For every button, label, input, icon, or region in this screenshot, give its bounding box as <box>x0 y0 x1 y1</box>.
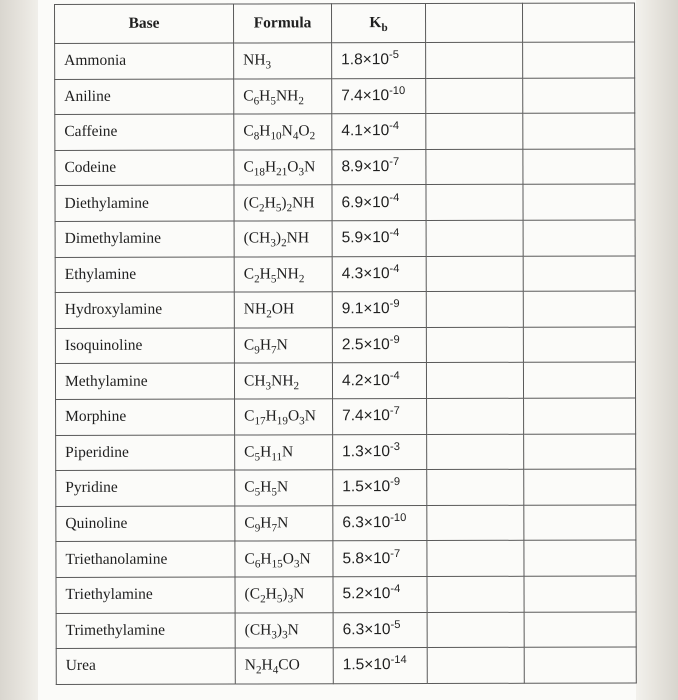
formula-text: ) <box>282 585 288 603</box>
empty-cell <box>426 256 523 292</box>
kb-exponent: -4 <box>389 120 400 133</box>
header-base: Base <box>55 4 234 43</box>
base-name-cell: Diethylamine <box>55 185 234 221</box>
empty-cell <box>523 327 635 363</box>
formula-subscript: 2 <box>298 95 304 108</box>
empty-cell <box>523 113 635 149</box>
kb-mantissa: 7.4×10 <box>341 87 390 105</box>
empty-cell <box>523 149 635 185</box>
empty-cell <box>524 434 636 470</box>
formula-subscript: 5 <box>275 201 282 214</box>
formula-text: C <box>243 336 255 354</box>
base-name-cell: Morphine <box>56 399 235 435</box>
formula-text: H <box>264 158 277 176</box>
header-empty-1 <box>426 3 523 42</box>
table-row <box>56 469 636 506</box>
formula-cell <box>235 612 333 648</box>
formula-subscript: 2 <box>255 664 262 677</box>
table-row <box>55 113 635 150</box>
base-name-cell: Caffeine <box>55 114 234 150</box>
header-empty-2 <box>522 3 634 42</box>
formula-text: NH <box>292 193 315 212</box>
kb-value-cell <box>333 576 427 612</box>
table-row <box>56 576 636 613</box>
kb-mantissa: 6.9×10 <box>341 193 390 211</box>
formula-cell <box>235 399 333 435</box>
base-name-cell: Dimethylamine <box>55 221 234 257</box>
formula-subscript: 15 <box>271 557 283 570</box>
kb-mantissa: 7.4×10 <box>342 407 390 425</box>
empty-cell <box>426 363 523 399</box>
formula-text: H <box>264 194 276 212</box>
empty-cell <box>524 611 636 647</box>
table-row <box>55 184 635 221</box>
base-name-cell: Hydroxylamine <box>55 292 234 328</box>
formula-subscript: 3 <box>299 415 305 428</box>
formula-text: OH <box>271 300 295 318</box>
table-row <box>55 149 635 186</box>
empty-cell <box>524 576 636 612</box>
kb-value-cell <box>333 612 427 648</box>
kb-exponent: -7 <box>389 405 400 418</box>
formula-cell <box>234 43 332 79</box>
formula-subscript: 4 <box>272 664 279 677</box>
kb-mantissa: 5.8×10 <box>342 549 391 567</box>
formula-text: H <box>265 585 277 603</box>
empty-cell <box>524 540 636 576</box>
empty-cell <box>427 541 524 577</box>
formula-subscript: 3 <box>270 237 276 250</box>
formula-subscript: 2 <box>298 273 305 286</box>
formula-text: ) <box>276 621 283 639</box>
empty-cell <box>426 78 523 114</box>
kb-value-cell <box>332 363 426 399</box>
formula-text: H <box>259 122 271 140</box>
formula-subscript: 8 <box>253 130 260 143</box>
base-name-cell: Quinoline <box>56 506 235 542</box>
kb-mantissa: 4.2×10 <box>341 371 390 389</box>
table-row <box>56 434 636 471</box>
kb-value-cell <box>333 648 427 684</box>
kb-value-cell <box>333 398 427 434</box>
formula-cell <box>235 577 333 613</box>
table-row <box>55 78 635 115</box>
empty-cell <box>427 612 524 648</box>
kb-exponent: -4 <box>389 262 400 275</box>
kb-mantissa: 9.1×10 <box>341 300 390 318</box>
formula-text: H <box>265 407 277 425</box>
empty-cell <box>426 185 523 221</box>
kb-exponent: -14 <box>390 654 407 667</box>
header-row <box>55 3 635 44</box>
formula-text: NH <box>271 372 294 390</box>
empty-cell <box>427 647 524 683</box>
formula-text: N <box>244 656 256 674</box>
formula-text: C <box>244 514 255 532</box>
empty-cell <box>426 113 523 149</box>
kb-value-cell <box>333 434 427 470</box>
kb-value-cell <box>333 470 427 506</box>
kb-exponent: -10 <box>389 84 406 97</box>
empty-cell <box>524 505 636 541</box>
table-row <box>56 647 636 684</box>
formula-text: N <box>276 478 289 496</box>
kb-exponent: -5 <box>390 618 401 631</box>
kb-mantissa: 2.5×10 <box>341 336 390 354</box>
empty-cell <box>523 220 635 256</box>
formula-text: C <box>244 550 255 568</box>
formula-text: N <box>281 122 293 140</box>
formula-subscript: 5 <box>270 95 276 108</box>
formula-cell <box>234 328 332 364</box>
formula-subscript: 18 <box>253 166 265 179</box>
formula-cell <box>234 363 332 399</box>
kb-value-cell <box>332 149 426 185</box>
table-body <box>55 42 637 684</box>
formula-cell <box>234 114 332 150</box>
base-name-cell: Trimethylamine <box>56 613 235 649</box>
formula-subscript: 3 <box>293 557 300 570</box>
base-name-cell: Ammonia <box>55 43 234 79</box>
formula-subscript: 2 <box>254 273 260 286</box>
kb-exponent: -10 <box>390 511 407 525</box>
formula-subscript: 5 <box>271 486 277 499</box>
base-name-cell: Codeine <box>55 150 234 186</box>
kb-exponent: -4 <box>389 227 400 240</box>
formula-text: H <box>259 265 271 283</box>
formula-text: (CH <box>244 621 272 639</box>
formula-text: (C <box>244 585 261 603</box>
base-name-cell: Triethanolamine <box>56 541 235 577</box>
formula-text: C <box>244 443 255 461</box>
formula-subscript: 7 <box>271 344 277 357</box>
formula-subscript: 4 <box>292 130 299 143</box>
formula-text: NH <box>243 51 266 69</box>
formula-text: CH <box>243 372 266 390</box>
formula-subscript: 9 <box>254 344 260 357</box>
formula-cell <box>234 221 332 257</box>
header-kb <box>332 4 426 43</box>
formula-subscript: 3 <box>298 166 305 179</box>
formula-cell <box>234 292 332 328</box>
formula-text: C <box>243 87 254 105</box>
kb-mantissa: 5.2×10 <box>342 585 391 603</box>
table-row <box>55 327 635 364</box>
formula-text: (CH <box>243 229 271 247</box>
table-row <box>55 220 635 257</box>
base-name-cell: Pyridine <box>56 470 235 506</box>
kb-value-cell <box>333 505 427 541</box>
empty-cell <box>427 469 524 505</box>
header-formula: Formula <box>234 4 332 43</box>
kb-mantissa: 1.8×10 <box>341 51 390 69</box>
formula-subscript: 5 <box>270 273 277 286</box>
formula-text: H <box>259 87 271 105</box>
kb-exponent: -3 <box>389 440 400 453</box>
empty-cell <box>427 505 524 541</box>
formula-subscript: 3 <box>265 379 272 392</box>
formula-text: N <box>304 158 316 176</box>
kb-value-cell <box>332 292 426 328</box>
kb-exponent: -4 <box>389 369 400 382</box>
formula-subscript: 3 <box>287 593 294 606</box>
formula-text: NH <box>275 87 299 105</box>
kb-value-cell <box>332 185 426 221</box>
formula-subscript: 2 <box>293 379 300 392</box>
formula-subscript: 2 <box>286 201 293 214</box>
formula-cell <box>234 256 332 292</box>
empty-cell <box>523 42 635 78</box>
formula-subscript: 5 <box>254 451 261 464</box>
base-name-cell: Aniline <box>55 79 234 115</box>
base-name-cell: Ethylamine <box>55 257 234 293</box>
formula-text: NH <box>286 229 310 247</box>
formula-text: N <box>287 621 299 639</box>
kb-exponent: -5 <box>388 49 399 62</box>
formula-subscript: 17 <box>254 415 266 428</box>
formula-subscript: 5 <box>276 593 283 606</box>
empty-cell <box>523 362 635 398</box>
formula-cell <box>234 185 332 221</box>
empty-cell <box>524 398 636 434</box>
formula-cell <box>235 505 333 541</box>
kb-exponent: -4 <box>389 191 400 204</box>
kb-value-cell <box>332 43 426 79</box>
empty-cell <box>426 291 523 327</box>
table-row <box>56 505 636 542</box>
formula-text: N <box>282 443 294 461</box>
kb-value-cell <box>332 220 426 256</box>
kb-exponent: -9 <box>389 334 400 347</box>
formula-text: NH <box>243 300 267 318</box>
formula-text: (C <box>243 194 260 212</box>
formula-subscript: 2 <box>259 202 265 215</box>
formula-text: N <box>277 514 289 532</box>
base-kb-table <box>54 2 637 684</box>
empty-cell <box>523 184 635 220</box>
empty-cell <box>426 149 523 185</box>
formula-cell <box>235 648 333 684</box>
header-kb-symbol: K <box>369 14 382 32</box>
kb-exponent: -9 <box>390 476 401 489</box>
empty-cell <box>426 42 523 78</box>
formula-subscript: 19 <box>276 415 288 428</box>
kb-mantissa: 6.3×10 <box>342 620 391 639</box>
kb-mantissa: 1.3×10 <box>342 442 391 461</box>
formula-subscript: 6 <box>254 557 261 570</box>
kb-mantissa: 5.9×10 <box>341 229 390 247</box>
empty-cell <box>523 291 635 327</box>
formula-text: H <box>260 443 272 461</box>
formula-text: O <box>287 158 299 176</box>
formula-text: O <box>298 122 310 140</box>
kb-value-cell <box>332 327 426 363</box>
formula-subscript: 3 <box>271 629 277 642</box>
empty-cell <box>426 327 523 363</box>
base-name-cell: Piperidine <box>56 435 235 471</box>
formula-subscript: 2 <box>266 308 272 321</box>
formula-text: N <box>276 336 288 354</box>
formula-text: C <box>244 407 255 425</box>
kb-exponent: -9 <box>389 298 400 311</box>
formula-cell <box>235 434 333 470</box>
formula-subscript: 5 <box>254 486 261 499</box>
formula-subscript: 7 <box>271 522 278 535</box>
empty-cell <box>524 647 636 683</box>
table-row <box>56 611 636 648</box>
formula-subscript: 11 <box>271 451 283 464</box>
formula-text: C <box>243 122 254 140</box>
kb-exponent: -4 <box>390 583 401 596</box>
formula-text: H <box>260 514 272 532</box>
empty-cell <box>427 434 524 470</box>
empty-cell <box>427 576 524 612</box>
kb-mantissa: 4.3×10 <box>341 264 390 283</box>
formula-text: H <box>259 336 272 354</box>
formula-subscript: 2 <box>281 237 287 250</box>
formula-text: NH <box>276 265 299 283</box>
kb-exponent: -7 <box>389 156 400 169</box>
formula-text: H <box>260 478 272 496</box>
formula-subscript: 9 <box>254 522 261 535</box>
kb-value-cell <box>332 78 426 114</box>
kb-mantissa: 8.9×10 <box>341 158 390 176</box>
table-row <box>56 398 636 435</box>
formula-text: ) <box>281 194 287 212</box>
kb-mantissa: 1.5×10 <box>342 656 391 674</box>
empty-cell <box>523 256 635 292</box>
header-kb-subscript: b <box>381 22 388 35</box>
empty-cell <box>426 220 523 256</box>
table-row <box>55 256 635 293</box>
formula-text: N <box>304 407 316 425</box>
formula-subscript: 2 <box>260 593 266 606</box>
right-background-shadow <box>632 0 678 700</box>
formula-cell <box>235 541 333 577</box>
kb-mantissa: 6.3×10 <box>342 514 391 532</box>
kb-value-cell <box>332 256 426 292</box>
table-row <box>55 362 635 399</box>
empty-cell <box>523 78 635 114</box>
base-name-cell: Isoquinoline <box>55 328 234 364</box>
empty-cell <box>524 469 636 505</box>
kb-value-cell <box>333 541 427 577</box>
kb-mantissa: 1.5×10 <box>342 478 391 496</box>
formula-text: N <box>299 549 311 567</box>
formula-text: H <box>260 550 272 568</box>
kb-mantissa: 4.1×10 <box>341 122 390 140</box>
base-name-cell: Triethylamine <box>56 577 235 613</box>
table-row <box>55 291 635 328</box>
formula-text: CO <box>278 656 300 674</box>
formula-text: C <box>243 265 255 283</box>
formula-text: O <box>282 549 294 568</box>
kb-value-cell <box>332 114 426 150</box>
kb-exponent: -7 <box>390 547 401 560</box>
formula-cell <box>234 150 332 186</box>
table-row <box>56 540 636 577</box>
formula-subscript: 10 <box>270 130 282 143</box>
formula-text: C <box>243 158 254 176</box>
base-name-cell: Methylamine <box>55 363 234 399</box>
base-name-cell: Urea <box>56 648 235 684</box>
formula-subscript: 2 <box>309 130 316 143</box>
formula-text: N <box>293 585 305 603</box>
formula-subscript: 6 <box>253 95 260 108</box>
table-row <box>55 42 635 79</box>
formula-subscript: 3 <box>282 629 288 642</box>
formula-text: ) <box>275 229 282 247</box>
formula-text: C <box>244 478 255 496</box>
formula-cell <box>235 470 333 506</box>
formula-subscript: 21 <box>276 166 288 179</box>
formula-cell <box>234 78 332 114</box>
formula-subscript: 3 <box>265 59 272 72</box>
formula-text: O <box>287 407 300 425</box>
formula-text: H <box>261 656 273 674</box>
empty-cell <box>427 398 524 434</box>
